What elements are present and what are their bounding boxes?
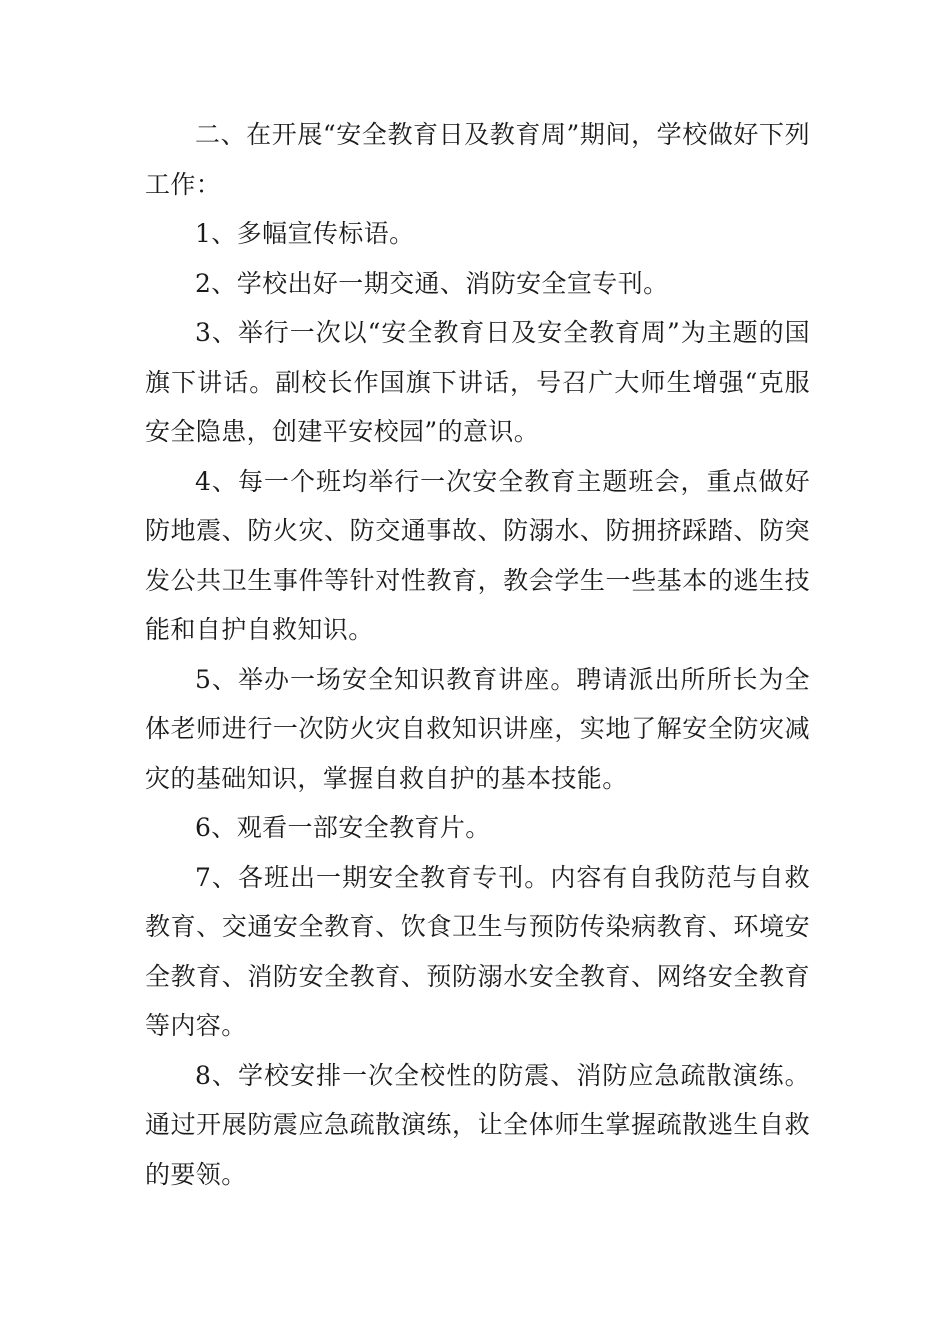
item-7-paragraph: 7、各班出一期安全教育专刊。内容有自我防范与自救教育、交通安全教育、饮食卫生与预防传染病教育、环境安全教育、消防安全教育、预防溺水安全教育、网络安全教育等内容。 [145,862,810,1040]
item-6-paragraph: 6、观看一部安全教育片。 [195,813,491,842]
item-5-paragraph: 5、举办一场安全知识教育讲座。聘请派出所所长为全体老师进行一次防火灾自救知识讲座，实地了解安全防灾减灾的基础知识，掌握自救自护的基本技能。 [145,664,810,793]
section-heading-paragraph: 二、在开展“安全教育日及教育周”期间，学校做好下列工作： [145,120,810,199]
document-page [145,110,810,1199]
item-3-paragraph: 3、举行一次以“安全教育日及安全教育周”为主题的国旗下讲话。副校长作国旗下讲话，号召广大师生增强“克服安全隐患，创建平安校园”的意识。 [145,318,810,446]
item-8-paragraph: 8、学校安排一次全校性的防震、消防应急疏散演练。通过开展防震应急疏散演练，让全体师生掌握疏散逃生自救的要领。 [145,1060,810,1189]
item-2-paragraph: 2、学校出好一期交通、消防安全宣专刊。 [195,268,669,298]
item-1-paragraph: 1、多幅宣传标语。 [195,219,415,248]
item-4-paragraph: 4、每一个班均举行一次安全教育主题班会，重点做好防地震、防火灾、防交通事故、防溺水、防拥挤踩踏、防突发公共卫生事件等针对性教育，教会学生一些基本的逃生技能和自护自救知识。 [145,466,810,644]
